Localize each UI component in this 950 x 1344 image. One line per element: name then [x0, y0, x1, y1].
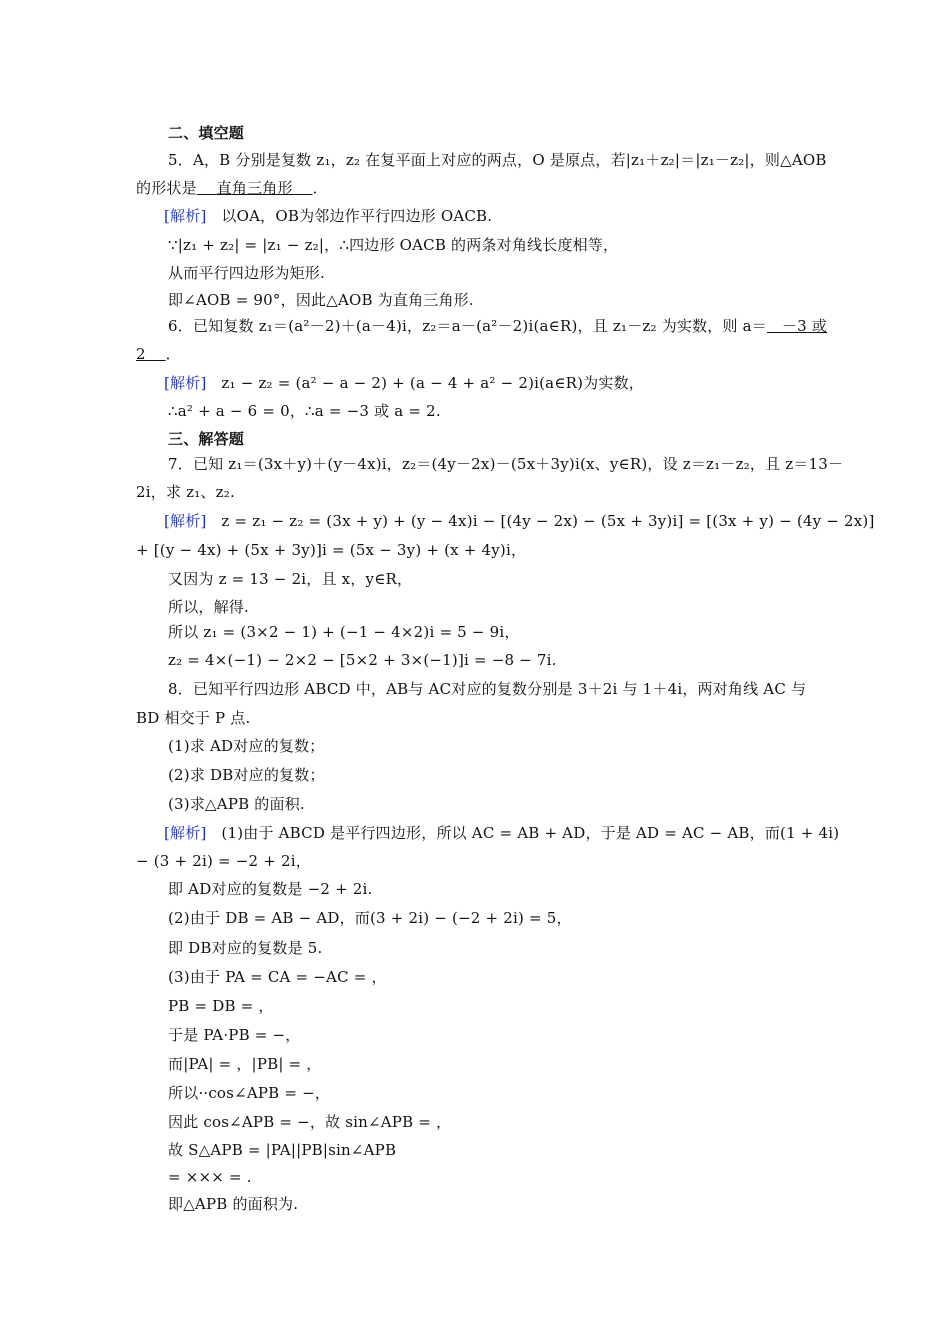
solution-8-line-4: (2)由于 DB = AB − AD，而(3 + 2i) − (−2 + 2i) = 5， [168, 909, 572, 927]
question-6-line-1: 6．已知复数 z₁＝(a²－2)＋(a－4)i，z₂＝a－(a²－2)i(a∈R)，且 z₁－z₂ 为实数，则 a＝ －3 或 [168, 317, 828, 335]
solution-8-line-8: 于是 PA·PB = −， [168, 1026, 301, 1044]
solution-8-line-6: (3)由于 PA = CA = −AC = ， [168, 968, 387, 986]
solution-8-line-13: = ××× = . [168, 1168, 252, 1186]
question-8-part-3: (3)求△APB 的面积. [168, 795, 305, 813]
solution-8-line-7: PB = DB = ， [168, 997, 274, 1015]
section-heading-fill-in: 二、填空题 [168, 124, 245, 142]
solution-6-line-2: ∴a² + a − 6 = 0，∴a = −3 或 a = 2. [168, 402, 441, 420]
solution-5-line-3: 从而平行四边形为矩形. [168, 264, 325, 282]
solution-6-line-1: [解析] z₁ − z₂ = (a² − a − 2) + (a − 4 + a² − 2)i(a∈R)为实数， [164, 374, 644, 392]
solution-8-line-3: 即 AD对应的复数是 −2 + 2i. [168, 880, 373, 898]
solution-5-line-1: [解析] 以OA，OB为邻边作平行四边形 OACB. [164, 207, 493, 225]
section-heading-answer: 三、解答题 [168, 430, 245, 448]
question-5-line-2: 的形状是 直角三角形 ． [136, 179, 328, 197]
question-5-line-1: 5．A，B 分别是复数 z₁，z₂ 在复平面上对应的两点，O 是原点，若|z₁＋z₂|＝|z₁－z₂|，则△AOB [168, 151, 827, 169]
solution-8-line-12: 故 S△APB = |PA||PB|sin∠APB [168, 1141, 397, 1159]
question-7-line-1: 7．已知 z₁＝(3x＋y)＋(y－4x)i，z₂＝(4y－2x)－(5x＋3y)i(x、y∈R)，设 z＝z₁－z₂，且 z＝13－ [168, 455, 844, 473]
question-8-part-1: (1)求 AD对应的复数； [168, 737, 325, 755]
solution-7-line-6: z₂ = 4×(−1) − 2×2 − [5×2 + 3×(−1)]i = −8 − 7i. [168, 651, 557, 669]
analysis-tag: [解析] [164, 374, 207, 392]
answer-blank: －3 或 [767, 317, 828, 335]
question-8-part-2: (2)求 DB对应的复数； [168, 766, 325, 784]
answer-blank: 直角三角形 [196, 179, 313, 197]
solution-7-line-3: 又因为 z = 13 − 2i，且 x，y∈R， [168, 570, 413, 588]
solution-5-line-4: 即∠AOB = 90°，因此△AOB 为直角三角形. [168, 291, 474, 309]
solution-8-line-9: 而|PA| = ，|PB| = ， [168, 1055, 322, 1073]
analysis-tag: [解析] [164, 207, 207, 225]
solution-8-line-14: 即△APB 的面积为. [168, 1195, 299, 1213]
answer-blank: 2 [136, 345, 166, 363]
solution-8-line-5: 即 DB对应的复数是 5. [168, 939, 323, 957]
solution-8-line-2: − (3 + 2i) = −2 + 2i， [136, 852, 311, 870]
question-8-line-1: 8．已知平行四边形 ABCD 中，AB与 AC对应的复数分别是 3＋2i 与 1＋4i，两对角线 AC 与 [168, 680, 807, 698]
solution-8-line-11: 因此 cos∠APB = −，故 sin∠APB = ， [168, 1113, 452, 1131]
solution-5-line-2: ∵|z₁ + z₂| = |z₁ − z₂|，∴四边形 OACB 的两条对角线长度相等， [168, 236, 619, 254]
solution-7-line-1: [解析] z = z₁ − z₂ = (3x + y) + (y − 4x)i − [(4y − 2x) − (5x + 3y)i] = [(3x + y) − (4y − 2x)] [164, 512, 875, 530]
question-6-line-2: 2 ． [136, 345, 181, 363]
question-8-line-2: BD 相交于 P 点. [136, 709, 251, 727]
solution-8-line-10: 所以··cos∠APB = −， [168, 1084, 331, 1102]
solution-7-line-5: 所以 z₁ = (3×2 − 1) + (−1 − 4×2)i = 5 − 9i， [168, 623, 520, 641]
solution-8-line-1: [解析] (1)由于 ABCD 是平行四边形，所以 AC = AB + AD，于是 AD = AC − AB，而(1 + 4i) [164, 824, 840, 842]
analysis-tag: [解析] [164, 824, 207, 842]
solution-7-line-4: 所以，解得. [168, 598, 249, 616]
question-7-line-2: 2i，求 z₁、z₂. [136, 483, 235, 501]
analysis-tag: [解析] [164, 512, 207, 530]
solution-7-line-2: + [(y − 4x) + (5x + 3y)]i = (5x − 3y) + (x + 4y)i， [136, 541, 527, 559]
